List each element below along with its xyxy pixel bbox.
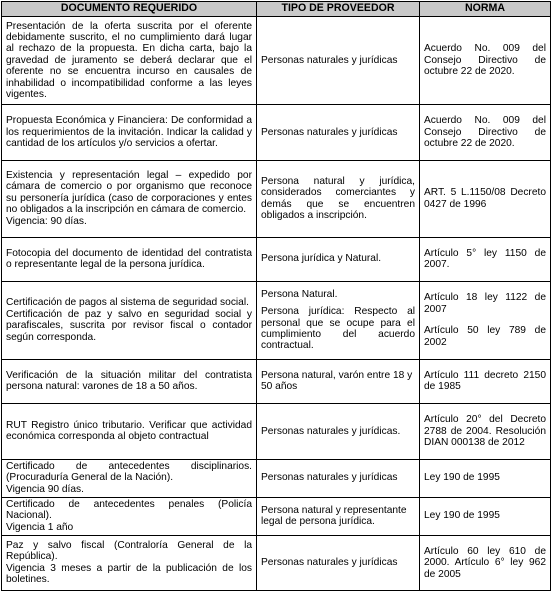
cell-norma (420, 17, 551, 105)
cell-tipo (257, 105, 420, 161)
cell-norma (420, 160, 551, 237)
cell-documento (2, 105, 257, 161)
documento-text: Certificado de antecedentes disciplinarios. (Procuraduría General de la Nación). (6, 460, 252, 484)
cell-documento (2, 535, 257, 591)
vigencia-text: Vigencia: 90 días. (6, 215, 87, 227)
tipo-text: Persona natural y representante legal de persona jurídica. (261, 504, 407, 528)
table-row (2, 281, 551, 359)
norma-text-2: Artículo 50 ley 789 de 2002 (424, 325, 546, 348)
cell-norma (420, 535, 551, 591)
cell-tipo (257, 237, 420, 281)
cell-tipo (257, 281, 420, 359)
cell-norma (420, 281, 551, 359)
cell-documento (2, 237, 257, 281)
cell-documento (2, 160, 257, 237)
table-row (2, 497, 551, 535)
tipo-text: Persona Natural. (261, 288, 338, 300)
tipo-text-2: Persona jurídica: Respecto al personal que se ocupe para el cumplimiento del acuerdo contractual. (261, 306, 415, 352)
cell-documento (2, 359, 257, 403)
norma-text: Ley 190 de 1995 (424, 472, 500, 484)
documento-text: RUT Registro único tributario. Verificar que actividad económica corresponda al objeto contractual (6, 419, 252, 443)
requirements-table (1, 1, 551, 591)
norma-text: Artículo 20° del Decreto 2788 de 2004. Resolución DIAN 000138 de 2012 (424, 414, 546, 448)
cell-tipo (257, 535, 420, 591)
cell-tipo (257, 497, 420, 535)
documento-text: Paz y salvo fiscal (Contraloría General de la República). (6, 540, 252, 563)
tipo-text: Personas naturales y jurídicas (261, 54, 398, 66)
cell-norma (420, 237, 551, 281)
norma-text: Artículo 60 ley 610 de 2000. Artículo 6° ley 962 de 2005 (424, 545, 546, 580)
cell-tipo (257, 160, 420, 237)
documento-text: Certificado de antecedentes penales (Policía Nacional). (6, 498, 252, 522)
tipo-text: Personas naturales y jurídicas. (261, 425, 401, 437)
cell-tipo (257, 359, 420, 403)
documento-text: Propuesta Económica y Financiera: De conformidad a los requerimientos de la invitación. Indicar la calidad y cantidad de los artículos y/o servicios a ofertar. (6, 115, 252, 149)
tipo-text: Persona natural y jurídica, considerados comerciantes y demás que se encuentren obligados a inscripción. (261, 175, 415, 221)
tipo-text: Persona natural, varón entre 18 y 50 años (261, 369, 413, 393)
cell-documento (2, 497, 257, 535)
norma-text: Acuerdo No. 009 del Consejo Directivo de octubre 22 de 2020. (424, 115, 546, 149)
norma-text: Acuerdo No. 009 del Consejo Directivo de octubre 22 de 2020. (424, 43, 546, 78)
header-norma: NORMA (420, 2, 551, 17)
cell-norma (420, 459, 551, 497)
documento-text: Fotocopia del documento de identidad del contratista o representante legal de la persona jurídica. (6, 247, 252, 271)
vigencia-text: Vigencia 1 año (6, 521, 74, 533)
table-row (2, 105, 551, 161)
table-row (2, 459, 551, 497)
documento-text-2: Certificación de paz y salvo en seguridad social y parafiscales, suscrita por revisor fiscal o contador según corresponda. (6, 308, 252, 343)
cell-norma (420, 497, 551, 535)
cell-norma (420, 105, 551, 161)
header-documento-requerido: DOCUMENTO REQUERIDO (2, 2, 257, 17)
tipo-text: Personas naturales y jurídicas (261, 126, 398, 138)
tipo-text: Persona jurídica y Natural. (261, 253, 382, 265)
cell-documento (2, 17, 257, 105)
cell-tipo (257, 459, 420, 497)
table-row (2, 359, 551, 403)
table-row (2, 160, 551, 237)
cell-tipo (257, 403, 420, 459)
vigencia-text: Vigencia 90 días. (6, 483, 84, 495)
cell-norma (420, 403, 551, 459)
table-row (2, 237, 551, 281)
table-row (2, 535, 551, 591)
norma-text: Artículo 111 decreto 2150 de 1985 (424, 369, 546, 393)
documento-text: Existencia y representación legal – expedido por cámara de comercio o por organismo que reconoce su personería jurídica (caso de corporaciones y entes no obligados a la inscripción en cámara de comercio. (6, 170, 252, 216)
cell-norma (420, 359, 551, 403)
table-row (2, 17, 551, 105)
header-tipo-de-proveedor: TIPO DE PROVEEDOR (257, 2, 420, 17)
table-header-row (2, 2, 551, 17)
cell-documento (2, 281, 257, 359)
norma-text: Artículo 18 ley 1122 de 2007 (424, 292, 546, 315)
documento-text: Verificación de la situación militar del contratista persona natural: varones de 18 a 50 años. (6, 369, 252, 393)
norma-text: Artículo 5° ley 1150 de 2007. (424, 247, 546, 271)
tipo-text: Personas naturales y jurídicas (261, 472, 398, 484)
table-row (2, 403, 551, 459)
tipo-text: Personas naturales y jurídicas (261, 557, 398, 569)
norma-text: Ley 190 de 1995 (424, 510, 500, 522)
documento-text: Presentación de la oferta suscrita por el oferente debidamente suscrito, el no cumplimiento dará lugar al rechazo de la propuesta. En dicha carta, bajo la gravedad de juramento se deberá declarar que el oferente no se encuentra incurso en causales de inhabilidad o incompatibilidad conforme a las leyes vigentes. (6, 20, 252, 101)
cell-documento (2, 403, 257, 459)
cell-documento (2, 459, 257, 497)
documento-text: Certificación de pagos al sistema de seguridad social. (6, 297, 249, 309)
cell-tipo (257, 17, 420, 105)
vigencia-text: Vigencia 3 meses a partir de la publicación de los boletines. (6, 562, 252, 586)
norma-text: ART. 5 L.1150/08 Decreto 0427 de 1996 (424, 187, 546, 210)
